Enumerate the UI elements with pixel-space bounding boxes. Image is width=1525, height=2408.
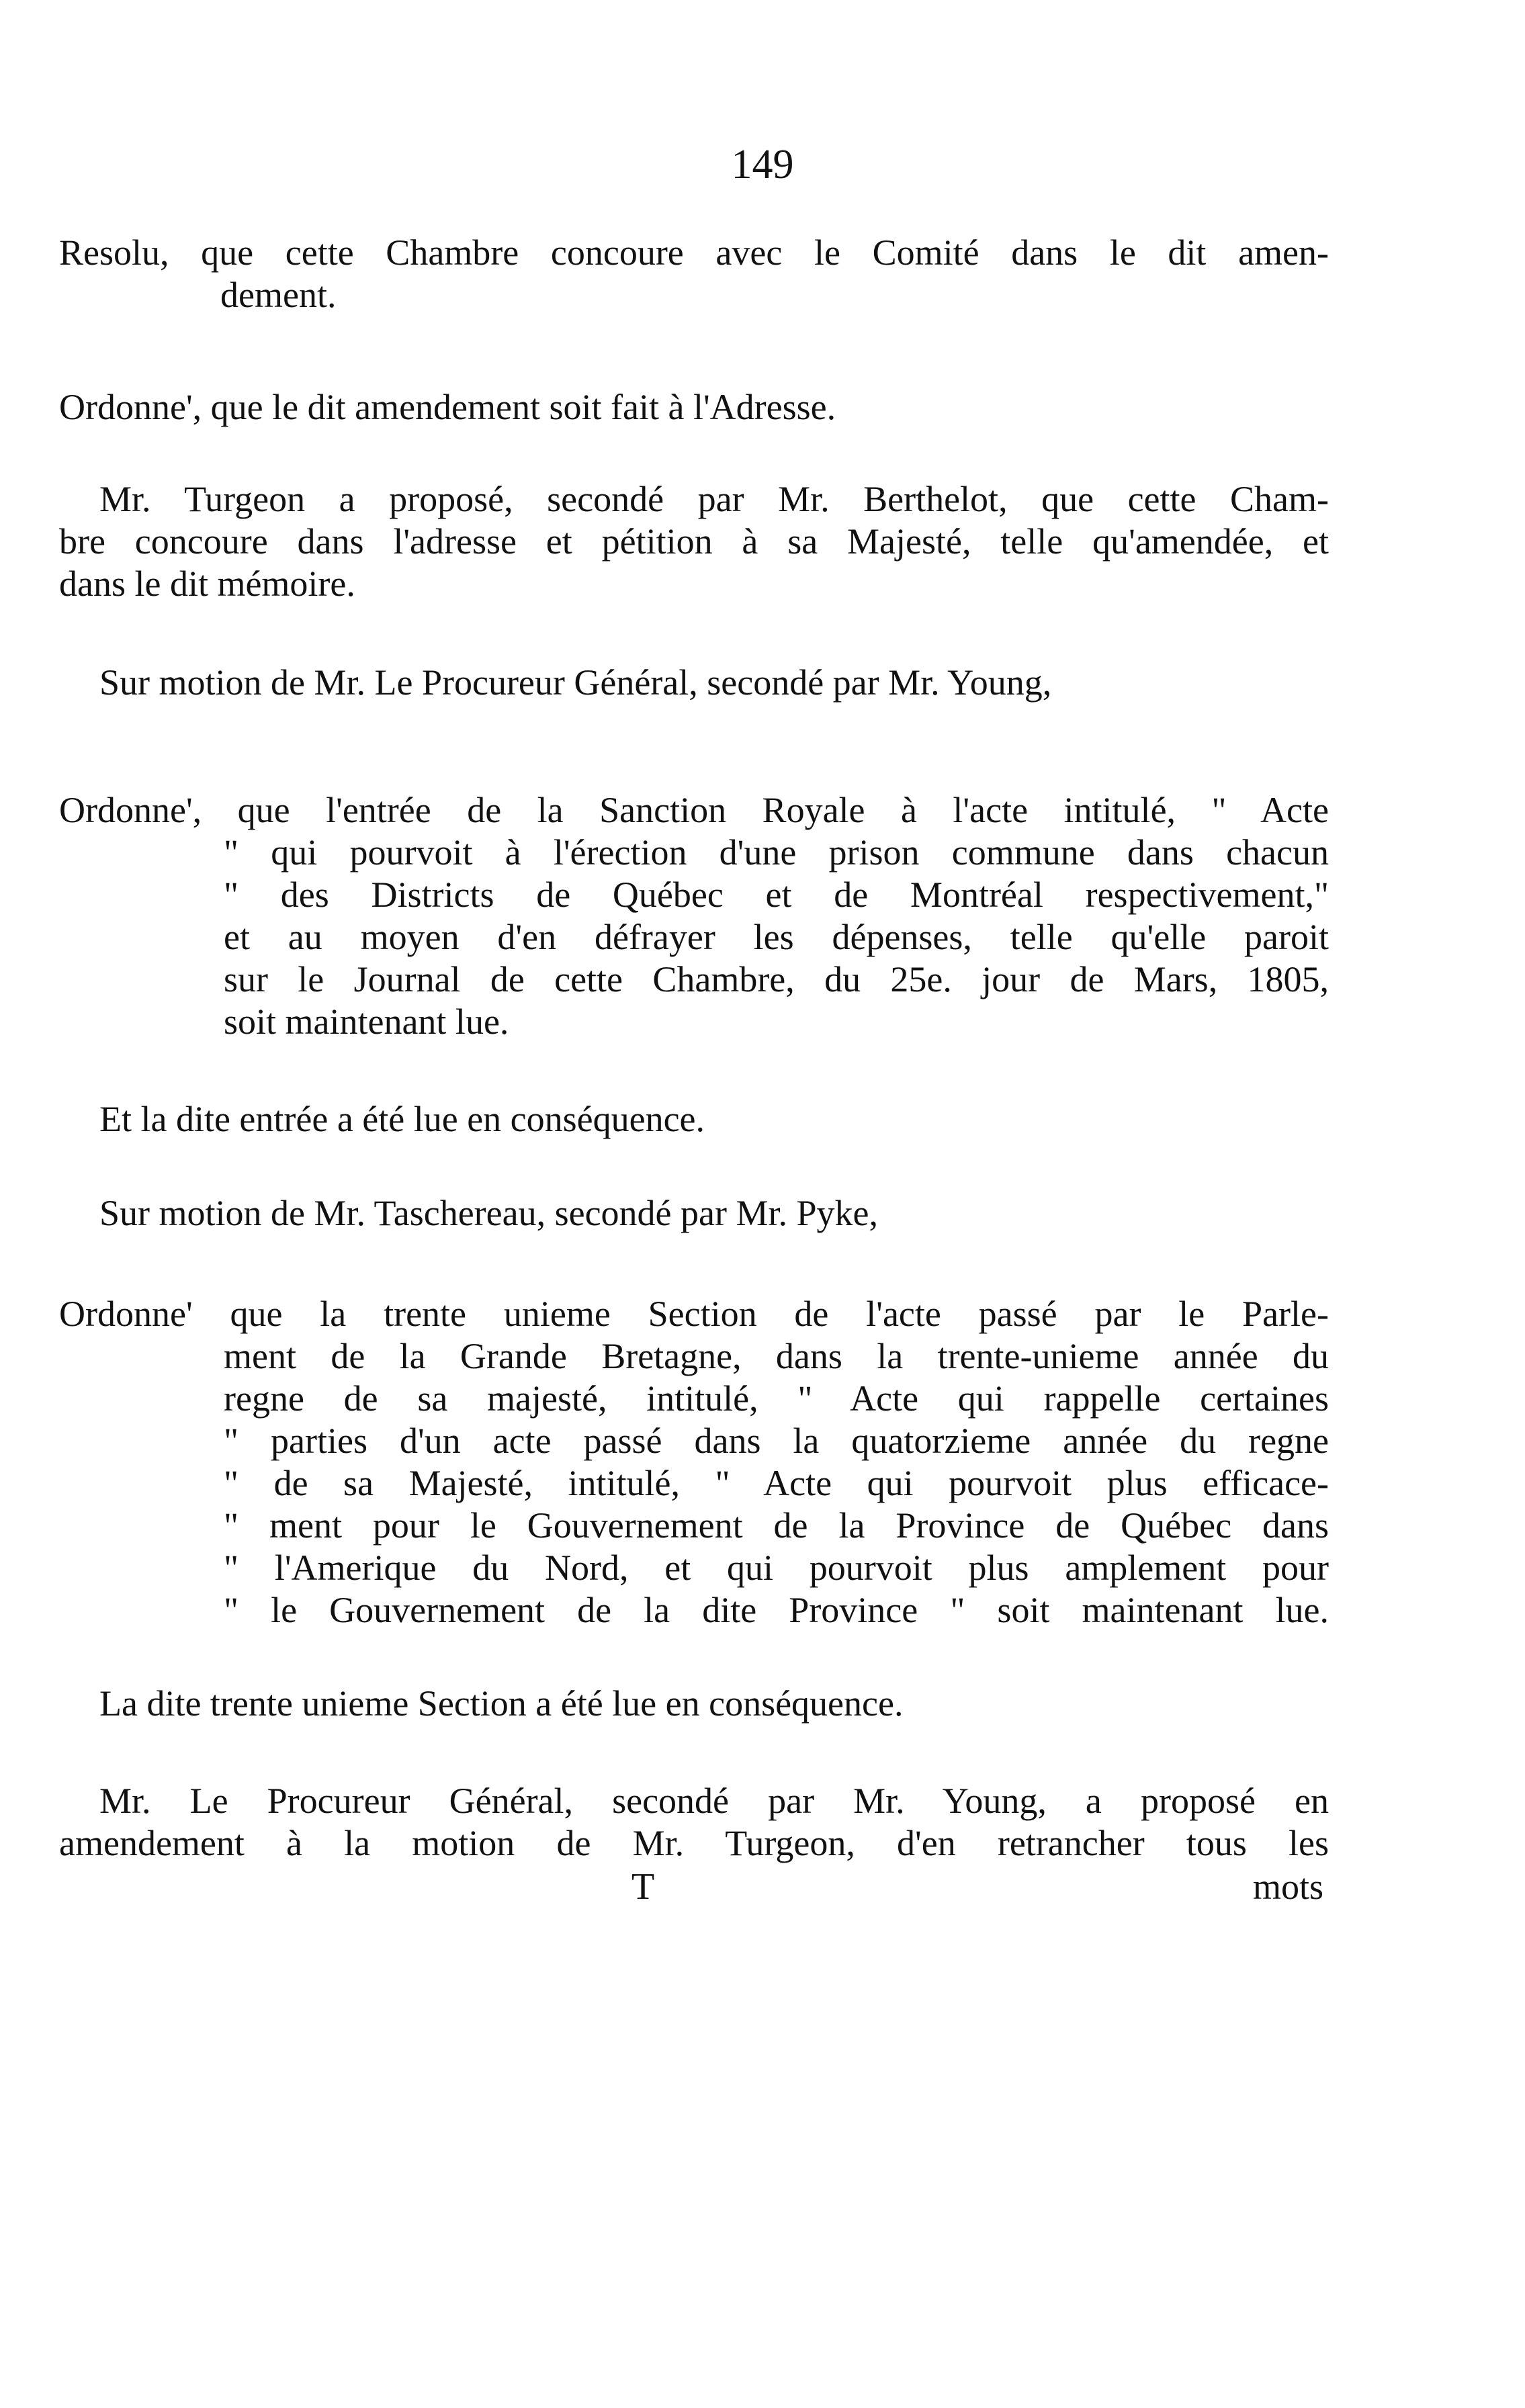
paragraph-ordonne-sanction <box>59 789 1329 1043</box>
paragraph-motion-procureur <box>59 662 1329 704</box>
text-line: regne de sa majesté, intitulé, " Acte qui rappelle certaines <box>224 1378 1329 1419</box>
text-line: sur le Journal de cette Chambre, du 25e. jour de Mars, 1805, <box>224 959 1329 999</box>
text-line: ment de la Grande Bretagne, dans la trente-unieme année du <box>224 1336 1329 1376</box>
text-line: dement. <box>220 275 337 315</box>
text-line: Ordonne' que la trente unieme Section de l'acte passé par le Parle- <box>59 1294 1329 1334</box>
text-line: " qui pourvoit à l'érection d'une prison commune dans chacun <box>224 832 1329 873</box>
signature-mark: T <box>631 1866 655 1908</box>
text-line: Ordonne', que l'entrée de la Sanction Royale à l'acte intitulé, " Acte <box>59 790 1329 830</box>
catchword: mots <box>1252 1867 1323 1907</box>
text-line: amendement à la motion de Mr. Turgeon, d'en retrancher tous les <box>59 1823 1329 1863</box>
paragraph-procureur-amendement <box>59 1780 1329 1865</box>
paragraph-turgeon-motion <box>59 478 1329 605</box>
text-line: " parties d'un acte passé dans la quatorzieme année du regne <box>224 1421 1329 1461</box>
text-line: Resolu, que cette Chambre concoure avec le Comité dans le dit amen- <box>59 232 1329 273</box>
text-line: La dite trente unieme Section a été lue en conséquence. <box>99 1683 904 1724</box>
text-line: soit maintenant lue. <box>224 1001 509 1042</box>
text-line: Sur motion de Mr. Taschereau, secondé par Mr. Pyke, <box>99 1193 878 1233</box>
text-line: et au moyen d'en défrayer les dépenses, telle qu'elle paroit <box>224 917 1329 957</box>
paragraph-section-lue <box>59 1683 1329 1725</box>
text-line: " ment pour le Gouvernement de la Province de Québec dans <box>224 1505 1329 1546</box>
text-line: " de sa Majesté, intitulé, " Acte qui pourvoit plus efficace- <box>224 1463 1329 1503</box>
paragraph-resolu <box>59 232 1329 316</box>
text-line: Mr. Turgeon a proposé, secondé par Mr. Berthelot, que cette Cham- <box>99 479 1329 519</box>
text-line: bre concoure dans l'adresse et pétition à sa Majesté, telle qu'amendée, et <box>59 521 1329 562</box>
page-number: 149 <box>731 142 794 187</box>
paragraph-entree-lue <box>59 1098 1329 1141</box>
text-line: Et la dite entrée a été lue en conséquence. <box>99 1099 705 1139</box>
text-line: Mr. Le Procureur Général, secondé par Mr. Young, a proposé en <box>99 1781 1329 1821</box>
text-line: Ordonne', que le dit amendement soit fait à l'Adresse. <box>59 387 836 427</box>
paragraph-ordonne-adresse <box>59 386 1329 429</box>
text-line: dans le dit mémoire. <box>59 564 355 604</box>
text-line: " l'Amerique du Nord, et qui pourvoit plus amplement pour <box>224 1548 1329 1588</box>
paragraph-motion-taschereau <box>59 1192 1329 1235</box>
paragraph-ordonne-section <box>59 1293 1329 1632</box>
text-line: Sur motion de Mr. Le Procureur Général, secondé par Mr. Young, <box>99 662 1052 703</box>
text-line: " des Districts de Québec et de Montréal respectivement," <box>224 875 1329 915</box>
text-line: " le Gouvernement de la dite Province " soit maintenant lue. <box>224 1590 1329 1630</box>
